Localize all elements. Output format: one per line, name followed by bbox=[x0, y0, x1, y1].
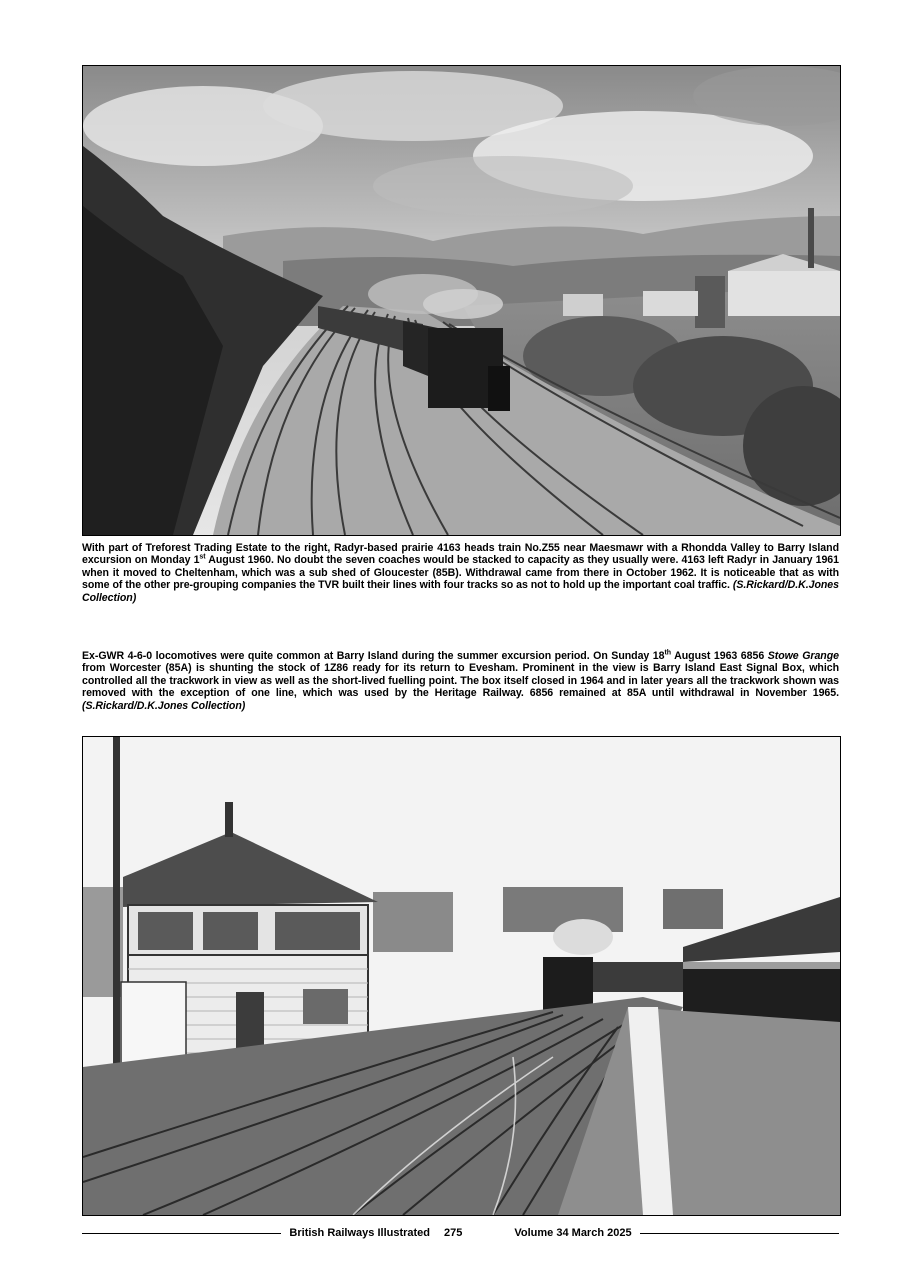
footer-rule-left bbox=[82, 1233, 281, 1234]
footer-text bbox=[281, 1227, 639, 1239]
page-footer bbox=[82, 1224, 839, 1242]
caption-2-text-cont: August 1963 6856 bbox=[671, 650, 768, 662]
footer-rule-right bbox=[640, 1233, 839, 1234]
caption-2-ordinal: th bbox=[664, 649, 672, 657]
caption-1-ordinal: st bbox=[199, 553, 206, 561]
caption-1-text-cont: August 1960. No doubt the seven coaches would be stacked to capacity as they usually were. 4163 left Radyr in January 1961 when it moved to Cheltenham, which was a sub shed of Gloucester (85B). Withdrawal came from there in October 1962. It is noticeable that as with some of the other pre-grouping companies the TVR built their lines with four tracks so as not to hold up the important coal traffic. bbox=[82, 554, 839, 592]
caption-1-credit: (S.Rickard/D.K.Jones Collection) bbox=[82, 579, 839, 604]
photo-barry-island-signal-box bbox=[82, 736, 841, 1216]
footer-page-number: 275 bbox=[444, 1227, 463, 1239]
caption-2-text: Ex-GWR 4-6-0 locomotives were quite common at Barry Island during the summer excursion period. On Sunday 18 bbox=[82, 650, 665, 662]
footer-issue: Volume 34 March 2025 bbox=[514, 1227, 632, 1239]
photo-caption-2 bbox=[82, 650, 839, 712]
photo-prairie-train-maesmawr bbox=[82, 65, 841, 536]
caption-2-credit: (S.Rickard/D.K.Jones Collection) bbox=[82, 699, 246, 712]
caption-1-text: With part of Treforest Trading Estate to the right, Radyr-based prairie 4163 heads train No.Z55 near Maesmawr with a Rhondda Valley to Barry Island excursion on Monday 1 bbox=[82, 542, 839, 567]
caption-2-loco-name: Stowe Grange bbox=[767, 650, 839, 662]
caption-2-text-end: from Worcester (85A) is shunting the stock of 1Z86 ready for its return to Evesham. Prominent in the view is Barry Island East Signal Box, which controlled all the trackwork in view as well as the short-lived fuelling point. The box itself closed in 1964 and in later years all the trackwork shown was removed with the exception of one line, which was used by the Heritage Railway. 6856 remained at 85A until withdrawal in November 1965. bbox=[82, 662, 839, 700]
footer-publication: British Railways Illustrated bbox=[289, 1227, 431, 1239]
photo-caption-1 bbox=[82, 542, 839, 604]
